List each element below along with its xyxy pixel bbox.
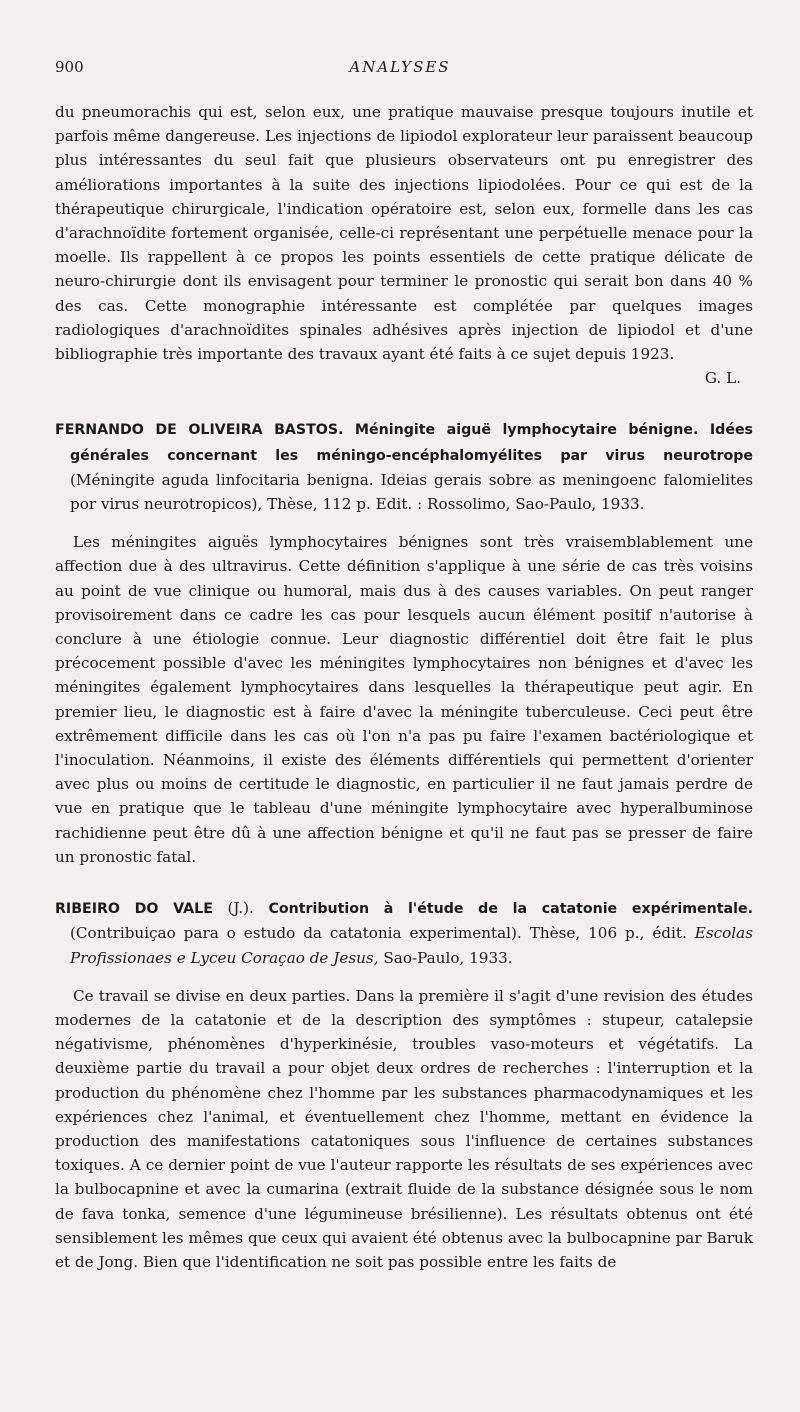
review-author-initial: (J.). <box>227 899 254 918</box>
running-header <box>55 58 745 86</box>
review-place-year: Sao-Paulo, 1933. <box>383 948 513 967</box>
page-number: 900 <box>55 58 84 76</box>
continued-review-text: du pneumorachis qui est, selon eux, une pratique mauvaise presque toujours inutile et parfois même dangereuse. Les injections de lipiodol explorateur leur paraissent beaucoup plus intéressantes du seul fait que plusieurs observateurs ont pu enregistrer des améliorations importantes à la suite des injections lipiodolées. Pour ce qui est de la thérapeutique chirurgicale, l'indication opératoire est, selon eux, formelle dans les cas d'arachnoïdite fortement organisée, celle-ci représentant une perpétuelle menace pour la moelle. Ils rappellent à ce propos les points essentiels de cette pratique délicate de neuro-chirurgie dont ils envisagent pour terminer le pronostic qui serait bon dans 40 % des cas. Cette monographie intéressante est complétée par quelques images radiologiques d'arachnoïdites spinales adhésives après injection de lipiodol et d'une bibliographie très importante des travaux ayant été faits à ce sujet depuis 1923. <box>55 103 753 364</box>
review-title: Contribution à l'étude de la catatonie expérimentale. <box>268 901 753 918</box>
review-vale <box>55 896 753 1274</box>
review-body: Les méningites aiguës lymphocytaires bénignes sont très vraisemblablement une affection due à des ultravirus. Cette définition s'applique à une série de cas très voisins au point de vue clinique ou humoral, mais dus à des causes variables. On peut ranger provisoirement dans ce cadre les cas pour lesquels aucun élément positif n'autorise à conclure à une étiologie connue. Leur diagnostic différentiel doit être fait le plus précocement possible d'avec les méningites lymphocytaires non bénignes et d'avec les méningites également lymphocytaires dans lesquelles la thérapeutique peut agir. En premier lieu, le diagnostic est à faire d'avec la méningite tuberculeuse. Ceci peut être extrêmement difficile dans les cas où l'on n'a pas pu faire l'examen bactériologique et l'inoculation. Néanmoins, il existe des éléments différentiels qui permettent d'orienter avec plus ou moins de certitude le diagnostic, en particulier il ne faut jamais perdre de vue en pratique que le tableau d'une méningite lymphocytaire avec hyperalbuminose rachidienne peut être dû à une affection bénigne et qu'il ne faut pas se presser de faire un pronostic fatal. <box>55 533 753 866</box>
review-author: RIBEIRO DO VALE <box>55 901 213 918</box>
review-bastos <box>55 417 753 869</box>
review-heading <box>55 896 753 970</box>
review-publisher: Escolas Profissionaes e Lyceu Coraçao de Jesus, <box>70 924 753 967</box>
review-signature: G. L. <box>704 369 741 388</box>
review-title: Méningite aiguë lymphocytaire bénigne. Idées générales concernant les méningo-encéphalomyélites par virus neurotrope <box>70 422 754 464</box>
review-reference: (Contribuiçao para o estudo da catatonia experimental). Thèse, 106 p., édit. <box>70 924 687 943</box>
review-heading <box>55 417 753 516</box>
review-reference: (Méningite aguda linfocitaria benigna. Ideias gerais sobre as meningoenc falomielites por virus neurotropicos), Thèse, 112 p. Edit. : Rossolimo, Sao-Paulo, 1933. <box>70 470 753 514</box>
journal-title: ANALYSES <box>349 58 451 76</box>
review-body: Ce travail se divise en deux parties. Dans la première il s'agit d'une revision des études modernes de la catatonie et de la description des symptômes : stupeur, catalepsie négativisme, phénomènes d'hyperkinésie, troubles vaso-moteurs et végétatifs. La deuxième partie du travail a pour objet deux ordres de recherches : l'interruption et la production du phénomène chez l'homme par les substances pharmacodynamiques et les expériences chez l'animal, et éventuellement chez l'homme, mettant en évidence la production des manifestations catatoniques sous l'influence de certaines substances toxiques. A ce dernier point de vue l'auteur rapporte les résultats de ses expériences avec la bulbocapnine et avec la cumarina (extrait fluide de la substance désignée sous le nom de fava tonka, semence d'une légumineuse brésilienne). Les résultats obtenus ont été sensiblement les mêmes que ceux qui avaient été obtenus avec la bulbocapnine par Baruk et de Jong. Bien que l'identification ne soit pas possible entre les faits de <box>55 986 753 1271</box>
page-body <box>55 100 753 1274</box>
review-author: FERNANDO DE OLIVEIRA BASTOS. <box>55 422 344 439</box>
